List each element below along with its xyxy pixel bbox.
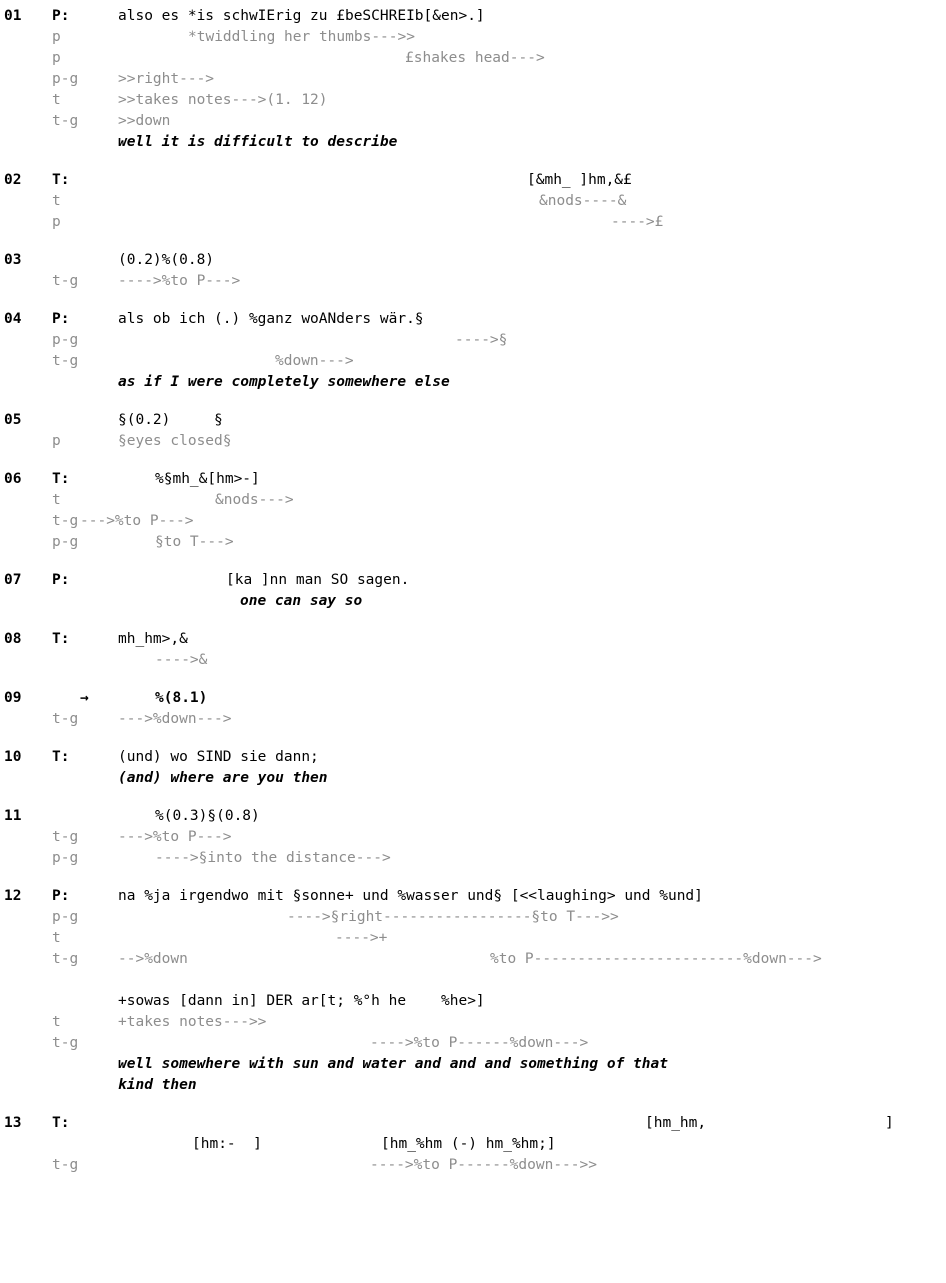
line-number: 04 bbox=[4, 311, 22, 327]
multimodal-annotation: --->%down---> bbox=[118, 711, 232, 727]
annotation-tier-label: p-g bbox=[52, 71, 79, 87]
transcript-row bbox=[0, 330, 946, 351]
focus-arrow-icon: → bbox=[80, 690, 89, 706]
transcript-row bbox=[0, 191, 946, 212]
translation-text: kind then bbox=[118, 1077, 197, 1093]
transcript-row bbox=[0, 1054, 946, 1075]
multimodal-annotation: ---->%to P---> bbox=[118, 273, 241, 289]
annotation-continuation: ] bbox=[885, 1115, 894, 1131]
transcript-row bbox=[0, 469, 946, 490]
transcript-row bbox=[0, 591, 946, 612]
multimodal-annotation: §to T---> bbox=[155, 534, 234, 550]
utterance-text: mh_hm>,& bbox=[118, 631, 188, 647]
multimodal-annotation: *twiddling her thumbs--->> bbox=[188, 29, 415, 45]
transcript-row bbox=[0, 629, 946, 650]
transcript-row bbox=[0, 949, 946, 970]
multimodal-annotation: ---->%to P------%down--->> bbox=[370, 1157, 597, 1173]
annotation-tier-label: p-g bbox=[52, 850, 79, 866]
multimodal-annotation: ---->%to P------%down---> bbox=[370, 1035, 589, 1051]
annotation-tier-label: t-g bbox=[52, 1035, 79, 1051]
annotation-tier-label: p-g bbox=[52, 534, 79, 550]
line-number: 08 bbox=[4, 631, 22, 647]
multimodal-annotation: >>takes notes--->(1. 12) bbox=[118, 92, 328, 108]
annotation-continuation: %to P------------------------%down---> bbox=[490, 951, 822, 967]
multimodal-annotation: £shakes head---> bbox=[405, 50, 545, 66]
transcript-row bbox=[0, 1033, 946, 1054]
transcript-row bbox=[0, 69, 946, 90]
utterance-text: [hm:- ] bbox=[192, 1136, 262, 1152]
translation-text: one can say so bbox=[240, 593, 363, 609]
transcript-row bbox=[0, 688, 946, 709]
multimodal-annotation: &nods---> bbox=[215, 492, 294, 508]
annotation-tier-label: p bbox=[52, 29, 61, 45]
utterance-text: %(0.3)§(0.8) bbox=[155, 808, 260, 824]
utterance-text: +sowas [dann in] DER ar[t; %°h he %he>] bbox=[118, 993, 485, 1009]
multimodal-annotation: ---->§into the distance---> bbox=[155, 850, 391, 866]
line-number: 11 bbox=[4, 808, 22, 824]
transcript-row bbox=[0, 1134, 946, 1155]
transcript-row bbox=[0, 1113, 946, 1134]
utterance-text: %§mh_&[hm>-] bbox=[155, 471, 260, 487]
multimodal-annotation: --->%to P---> bbox=[118, 829, 232, 845]
transcript-row bbox=[0, 1012, 946, 1033]
annotation-tier-label: t-g bbox=[52, 1157, 79, 1173]
annotation-tier-label: t-g bbox=[52, 951, 79, 967]
speaker-label: P: bbox=[52, 8, 70, 24]
transcript-row bbox=[0, 532, 946, 553]
multimodal-annotation: -->%down bbox=[118, 951, 188, 967]
transcript-row bbox=[0, 90, 946, 111]
translation-text: well it is difficult to describe bbox=[118, 134, 398, 150]
multimodal-annotation: &nods----& bbox=[539, 193, 627, 209]
line-number: 12 bbox=[4, 888, 22, 904]
utterance-text: [&mh_ ]hm,&£ bbox=[527, 172, 632, 188]
annotation-tier-label: p bbox=[52, 214, 61, 230]
multimodal-annotation: +takes notes--->> bbox=[118, 1014, 267, 1030]
speaker-label: T: bbox=[52, 471, 70, 487]
line-number: 09 bbox=[4, 690, 22, 706]
transcript-row bbox=[0, 490, 946, 511]
transcript-row bbox=[0, 570, 946, 591]
annotation-tier-label: p bbox=[52, 50, 61, 66]
transcript-row bbox=[0, 351, 946, 372]
transcript-row bbox=[0, 6, 946, 27]
speaker-label: T: bbox=[52, 1115, 70, 1131]
transcript-row bbox=[0, 709, 946, 730]
transcript-row bbox=[0, 768, 946, 789]
line-number: 10 bbox=[4, 749, 22, 765]
utterance-text: [hm_hm, bbox=[645, 1115, 707, 1131]
transcript-row bbox=[0, 747, 946, 768]
speaker-label: P: bbox=[52, 572, 70, 588]
transcript-row bbox=[0, 431, 946, 452]
utterance-text: na %ja irgendwo mit §sonne+ und %wasser und§ [<<laughing> und %und] bbox=[118, 888, 703, 904]
transcript-row bbox=[0, 309, 946, 330]
line-number: 03 bbox=[4, 252, 22, 268]
multimodal-annotation: >>down bbox=[118, 113, 171, 129]
transcript-row bbox=[0, 886, 946, 907]
transcript-row bbox=[0, 806, 946, 827]
line-number: 01 bbox=[4, 8, 22, 24]
utterance-text: %(8.1) bbox=[155, 690, 208, 706]
annotation-tier-label: t bbox=[52, 492, 61, 508]
transcript-row bbox=[0, 907, 946, 928]
transcript-row bbox=[0, 511, 946, 532]
multimodal-annotation: ---->§right-----------------§to T--->> bbox=[287, 909, 619, 925]
annotation-tier-label: t-g bbox=[52, 829, 79, 845]
utterance-text: §(0.2) § bbox=[118, 412, 223, 428]
utterance-text: als ob ich (.) %ganz woANders wär.§ bbox=[118, 311, 424, 327]
transcript-row bbox=[0, 372, 946, 393]
multimodal-annotation: --->%to P---> bbox=[80, 513, 194, 529]
transcript-row bbox=[0, 132, 946, 153]
speaker-label: T: bbox=[52, 749, 70, 765]
transcript-row bbox=[0, 410, 946, 431]
line-number: 07 bbox=[4, 572, 22, 588]
transcript-row bbox=[0, 1155, 946, 1176]
transcript-row bbox=[0, 827, 946, 848]
multimodal-annotation: ---->£ bbox=[611, 214, 664, 230]
transcript-row bbox=[0, 991, 946, 1012]
multimodal-annotation: >>right---> bbox=[118, 71, 215, 87]
utterance-text: (und) wo SIND sie dann; bbox=[118, 749, 319, 765]
annotation-tier-label: p bbox=[52, 433, 61, 449]
annotation-tier-label: t bbox=[52, 930, 61, 946]
multimodal-annotation: ---->& bbox=[155, 652, 208, 668]
speaker-label: T: bbox=[52, 631, 70, 647]
annotation-tier-label: t-g bbox=[52, 353, 79, 369]
annotation-tier-label: t-g bbox=[52, 711, 79, 727]
annotation-tier-label: t bbox=[52, 92, 61, 108]
line-number: 02 bbox=[4, 172, 22, 188]
transcript-row bbox=[0, 170, 946, 191]
annotation-tier-label: p-g bbox=[52, 332, 79, 348]
transcript-row bbox=[0, 250, 946, 271]
annotation-tier-label: p-g bbox=[52, 909, 79, 925]
utterance-text: also es *is schwIErig zu £beSCHREIb[&en>.] bbox=[118, 8, 485, 24]
multimodal-annotation: ---->§ bbox=[455, 332, 508, 348]
transcript-row bbox=[0, 848, 946, 869]
annotation-tier-label: t bbox=[52, 1014, 61, 1030]
translation-text: as if I were completely somewhere else bbox=[118, 374, 450, 390]
transcript-row bbox=[0, 48, 946, 69]
transcript-row bbox=[0, 650, 946, 671]
annotation-tier-label: t bbox=[52, 193, 61, 209]
transcript-row bbox=[0, 212, 946, 233]
annotation-tier-label: t-g bbox=[52, 113, 79, 129]
transcript-row bbox=[0, 27, 946, 48]
multimodal-annotation: ---->+ bbox=[335, 930, 388, 946]
translation-text: well somewhere with sun and water and and and something of that bbox=[118, 1056, 668, 1072]
utterance-text: (0.2)%(0.8) bbox=[118, 252, 215, 268]
transcript-row bbox=[0, 1075, 946, 1096]
translation-text: (and) where are you then bbox=[118, 770, 328, 786]
utterance-text: [ka ]nn man SO sagen. bbox=[226, 572, 410, 588]
line-number: 05 bbox=[4, 412, 22, 428]
speaker-label: P: bbox=[52, 311, 70, 327]
annotation-continuation: [hm_%hm (-) hm_%hm;] bbox=[381, 1136, 556, 1152]
transcript-row bbox=[0, 928, 946, 949]
annotation-tier-label: t-g bbox=[52, 273, 79, 289]
line-number: 06 bbox=[4, 471, 22, 487]
transcript-row bbox=[0, 271, 946, 292]
annotation-tier-label: t-g bbox=[52, 513, 79, 529]
speaker-label: T: bbox=[52, 172, 70, 188]
transcript-row bbox=[0, 111, 946, 132]
multimodal-annotation: §eyes closed§ bbox=[118, 433, 232, 449]
multimodal-annotation: %down---> bbox=[275, 353, 354, 369]
line-number: 13 bbox=[4, 1115, 22, 1131]
speaker-label: P: bbox=[52, 888, 70, 904]
